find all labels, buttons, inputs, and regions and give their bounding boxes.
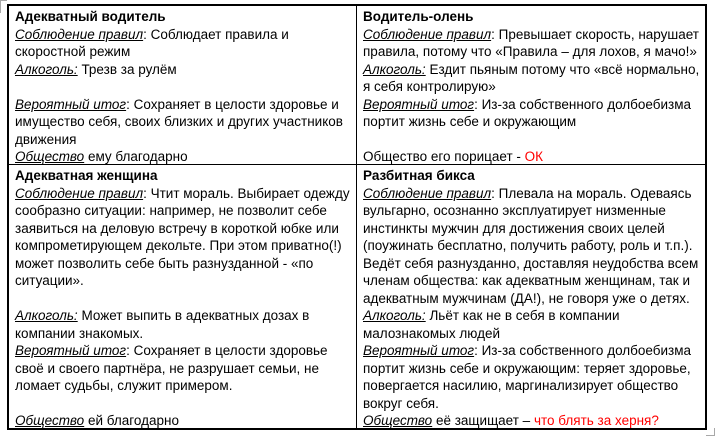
paragraph bbox=[363, 307, 700, 342]
paragraph bbox=[363, 412, 700, 428]
red-remark: ОК bbox=[524, 149, 544, 164]
field-label: Соблюдение правил bbox=[363, 185, 492, 201]
table-move-handle-icon[interactable] bbox=[0, 0, 7, 13]
text-run: ему благодарно bbox=[84, 149, 188, 164]
text-run: Трезв за рулём bbox=[77, 61, 177, 77]
table-resize-handle-icon[interactable] bbox=[706, 428, 715, 436]
paragraph bbox=[15, 412, 351, 428]
cell-deer-driver[interactable] bbox=[356, 6, 705, 164]
cell-adequate-driver[interactable] bbox=[9, 6, 356, 164]
cell-title: Адекватный водитель bbox=[15, 9, 166, 24]
field-label: Общество bbox=[363, 413, 433, 428]
text-run: : Сохраняет в целости здоровье и имущество себя, своих близких и других участников движения bbox=[15, 96, 343, 147]
comparison-table bbox=[7, 4, 707, 430]
text-run: ей благодарно bbox=[84, 413, 179, 428]
field-label: Алкоголь: bbox=[363, 308, 426, 323]
paragraph bbox=[15, 26, 351, 61]
blank-line bbox=[15, 290, 351, 308]
text-run: : Соблюдает правила и скоростной режим bbox=[15, 26, 289, 59]
field-label: Соблюдение правил bbox=[15, 185, 144, 201]
paragraph bbox=[15, 342, 351, 395]
cell-title: Водитель-олень bbox=[363, 9, 474, 24]
field-label: Соблюдение правил bbox=[363, 26, 492, 42]
paragraph bbox=[363, 185, 700, 308]
blank-line bbox=[15, 78, 351, 96]
paragraph bbox=[363, 26, 700, 61]
text-run: : Чтит мораль. Выбирает одежду сообразно ситуации: например, не позволит себе заявиться на деловую встречу в короткой юбке или компрометирующем декольте. При этом приватно(!) может позволить себе быть разнузданной - «по ситуации». bbox=[15, 185, 350, 288]
cell-adequate-woman[interactable] bbox=[9, 164, 356, 428]
text-run: : Сохраняет в целости здоровье своё и своего партнёра, не разрушает семьи, не ломает судьбы, служит примером. bbox=[15, 343, 328, 393]
field-label: Вероятный итог bbox=[363, 96, 475, 112]
text-run: : Из-за собственного долбоебизма портит жизнь себе и окружающим: теряет здоровье, повергается насилию, маргинализирует общество вокруг себя. bbox=[363, 343, 692, 411]
cell-title: Разбитная бикса bbox=[363, 168, 475, 183]
cell-title: Адекватная женщина bbox=[15, 168, 158, 183]
paragraph bbox=[363, 148, 700, 164]
field-label: Вероятный итог bbox=[15, 343, 127, 358]
text-run: : Из-за собственного долбоебизма портит жизнь себе и окружающим bbox=[363, 96, 692, 129]
text-run: её защищает – bbox=[432, 413, 534, 428]
field-label: Алкоголь: bbox=[363, 61, 426, 77]
field-label: Алкоголь: bbox=[15, 308, 78, 323]
field-label: Соблюдение правил bbox=[15, 26, 144, 42]
paragraph bbox=[15, 185, 351, 290]
text-run: Льёт как не в себя в компании малознакомых людей bbox=[363, 308, 620, 341]
field-label: Вероятный итог bbox=[15, 96, 127, 112]
field-label: Вероятный итог bbox=[363, 343, 475, 358]
paragraph bbox=[15, 96, 351, 149]
field-label: Общество bbox=[15, 149, 85, 164]
field-label: Алкоголь: bbox=[15, 61, 78, 77]
text-run: : Плевала на мораль. Одеваясь вульгарно, осознанно эксплуатирует низменные инстинкты мужчин для достижения своих целей (поужинать бесплатно, получить работу, роль и т.п.). Ведёт себя разнузданно, доставляя неудобства всем членам общества: как адекватным женщинам, так и адекватным мужчинам (ДА!), не говоря уже о детях. bbox=[363, 185, 699, 306]
field-label: Общество bbox=[15, 413, 85, 428]
paragraph bbox=[15, 307, 351, 342]
paragraph bbox=[363, 342, 700, 412]
blank-line bbox=[15, 395, 351, 413]
blank-line bbox=[363, 131, 700, 149]
cell-loose-woman[interactable] bbox=[356, 164, 705, 428]
paragraph bbox=[15, 61, 351, 79]
paragraph bbox=[15, 148, 351, 164]
text-run: Общество его порицает - bbox=[363, 149, 525, 164]
text-run: Может выпить в адекватных дозах в компании знакомых. bbox=[15, 308, 310, 341]
red-remark: что блять за херня? bbox=[533, 413, 659, 428]
text-run: Ездит пьяным потому что «всё нормально, я себя контролирую» bbox=[363, 61, 700, 94]
text-run: : Превышает скорость, нарушает правила, потому что «Правила – для лохов, я мачо!» bbox=[363, 26, 699, 59]
paragraph bbox=[363, 96, 700, 131]
paragraph bbox=[363, 61, 700, 96]
